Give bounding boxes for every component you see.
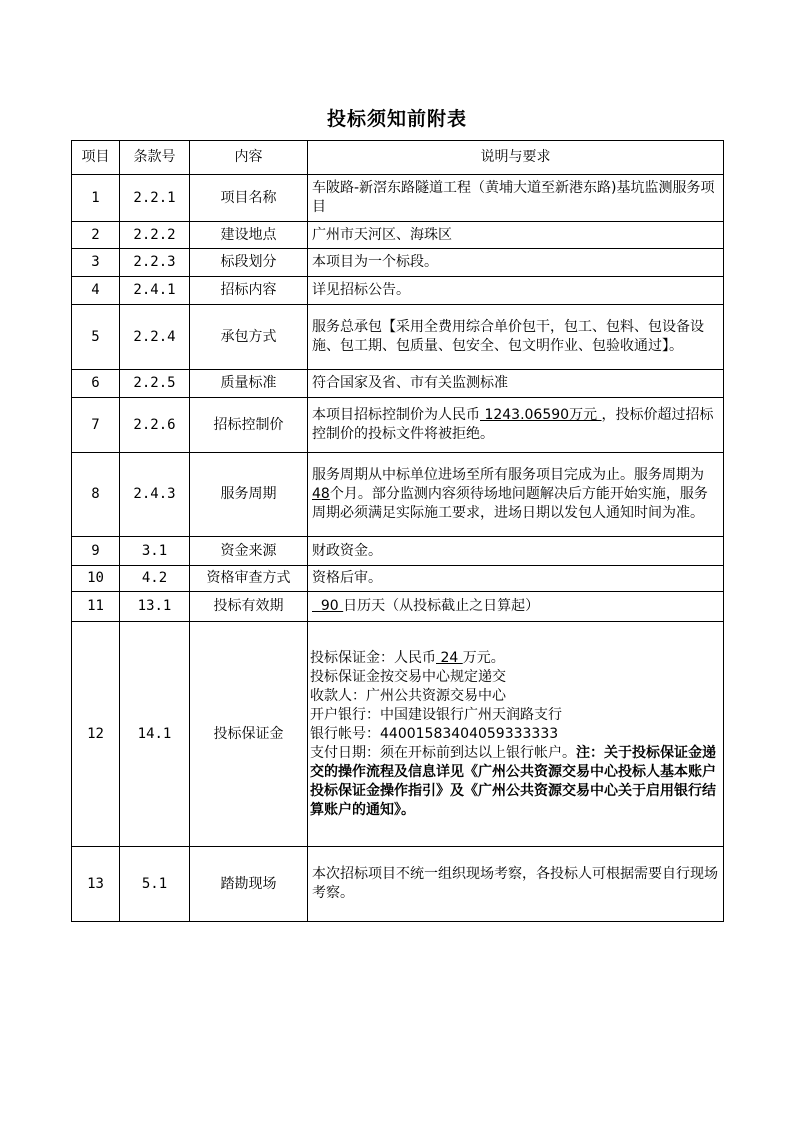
- row-desc: 广州市天河区、海珠区: [308, 222, 724, 249]
- table-row: [72, 277, 724, 305]
- row-no: 11: [72, 592, 120, 622]
- table-row: [72, 249, 724, 277]
- row-item: 建设地点: [190, 222, 308, 249]
- desc-text: 个月。部分监测内容须待场地问题解决后方能开始实施，服务周期必须满足实际施工要求，进场日期以发包人通知时间为准。: [312, 486, 708, 521]
- row-item: 资格审查方式: [190, 566, 308, 592]
- row-desc: 符合国家及省、市有关监测标准: [308, 370, 724, 398]
- row-no: 2: [72, 222, 120, 249]
- deposit-bank-line: 开户银行：中国建设银行广州天润路支行: [310, 706, 562, 723]
- row-clause: 14.1: [120, 622, 190, 847]
- row-clause: 13.1: [120, 592, 190, 622]
- row-no: 8: [72, 453, 120, 537]
- header-item-no: 项目: [72, 141, 120, 175]
- row-desc: 本次招标项目不统一组织现场考察，各投标人可根据需要自行现场考察。: [308, 847, 724, 922]
- row-no: 6: [72, 370, 120, 398]
- row-desc: 财政资金。: [308, 537, 724, 566]
- header-content: 内容: [190, 141, 308, 175]
- row-no: 7: [72, 398, 120, 453]
- deposit-amount: 24: [436, 649, 463, 666]
- service-months: 48: [312, 486, 330, 502]
- row-clause: 2.2.3: [120, 249, 190, 277]
- deposit-rule-line: 投标保证金按交易中心规定递交: [310, 668, 506, 685]
- page-title: 投标须知前附表: [326, 108, 467, 130]
- deposit-payee-line: 收款人：广州公共资源交易中心: [310, 687, 506, 704]
- row-clause: 3.1: [120, 537, 190, 566]
- row-clause: 2.4.3: [120, 453, 190, 537]
- validity-days: 90: [312, 598, 344, 614]
- row-clause: 2.2.4: [120, 305, 190, 370]
- row-desc: 详见招标公告。: [308, 277, 724, 305]
- deposit-due-line: 支付日期：须在开标前到达以上银行帐户。注：关于投标保证金递交的操作流程及信息详见《广州公共资源交易中心投标人基本账户投标保证金操作指引》及《广州公共资源交易中心关于启用银行结算账户的通知》。: [310, 744, 716, 818]
- row-item: 招标控制价: [190, 398, 308, 453]
- row-desc: 服务总承包【采用全费用综合单价包干，包工、包料、包设备设施、包工期、包质量、包安全、包文明作业、包验收通过】。: [308, 305, 724, 370]
- row-clause: 5.1: [120, 847, 190, 922]
- row-item: 质量标准: [190, 370, 308, 398]
- row-no: 1: [72, 175, 120, 222]
- row-no: 5: [72, 305, 120, 370]
- row-item: 踏勘现场: [190, 847, 308, 922]
- table-row: [72, 370, 724, 398]
- row-desc: 资格后审。: [308, 566, 724, 592]
- row-no: 13: [72, 847, 120, 922]
- row-item: 投标有效期: [190, 592, 308, 622]
- row-no: 3: [72, 249, 120, 277]
- table-row: [72, 222, 724, 249]
- header-description: 说明与要求: [308, 141, 724, 175]
- row-desc: [308, 592, 724, 622]
- desc-text: 服务周期从中标单位进场至所有服务项目完成为止。服务周期为: [312, 467, 704, 483]
- table-row: [72, 592, 724, 622]
- row-item: 服务周期: [190, 453, 308, 537]
- row-item: 招标内容: [190, 277, 308, 305]
- deposit-note: 注：关于投标保证金递交的操作流程及信息详见《广州公共资源交易中心投标人基本账户投标保证金操作指引》及《广州公共资源交易中心关于启用银行结算账户的通知》。: [310, 744, 716, 818]
- row-clause: 2.2.1: [120, 175, 190, 222]
- row-item: 承包方式: [190, 305, 308, 370]
- row-item: 资金来源: [190, 537, 308, 566]
- row-no: 10: [72, 566, 120, 592]
- desc-text: ，投标价超过招标控制价的投标文件将被拒绝。: [312, 407, 714, 442]
- row-desc: [308, 453, 724, 537]
- table-row: [72, 175, 724, 222]
- row-clause: 2.4.1: [120, 277, 190, 305]
- row-desc: 车陂路-新滘东路隧道工程（黄埔大道至新港东路)基坑监测服务项目: [308, 175, 724, 222]
- control-price-amount: 1243.06590万元: [480, 407, 602, 423]
- table-row: [72, 537, 724, 566]
- table-row: [72, 453, 724, 537]
- row-clause: 2.2.6: [120, 398, 190, 453]
- row-item: 项目名称: [190, 175, 308, 222]
- row-no: 9: [72, 537, 120, 566]
- table-header-row: [72, 141, 724, 175]
- deposit-account-line: 银行帐号：44001583404059333333: [310, 725, 559, 742]
- row-desc: 本项目为一个标段。: [308, 249, 724, 277]
- row-desc: [308, 398, 724, 453]
- table-row: [72, 566, 724, 592]
- row-item: 投标保证金: [190, 622, 308, 847]
- table-row: [72, 305, 724, 370]
- row-item: 标段划分: [190, 249, 308, 277]
- header-clause: 条款号: [120, 141, 190, 175]
- table-row: [72, 398, 724, 453]
- table-row: [72, 847, 724, 922]
- row-no: 12: [72, 622, 120, 847]
- bid-instructions-table: [71, 140, 724, 922]
- row-clause: 2.2.5: [120, 370, 190, 398]
- table-row: [72, 622, 724, 847]
- row-clause: 2.2.2: [120, 222, 190, 249]
- row-no: 4: [72, 277, 120, 305]
- desc-text: 本项目招标控制价为人民币: [312, 407, 480, 423]
- row-clause: 4.2: [120, 566, 190, 592]
- row-desc: [308, 622, 724, 847]
- desc-text: 日历天（从投标截止之日算起）: [343, 598, 540, 614]
- deposit-amount-line: 投标保证金：人民币 24 万元。: [310, 649, 505, 666]
